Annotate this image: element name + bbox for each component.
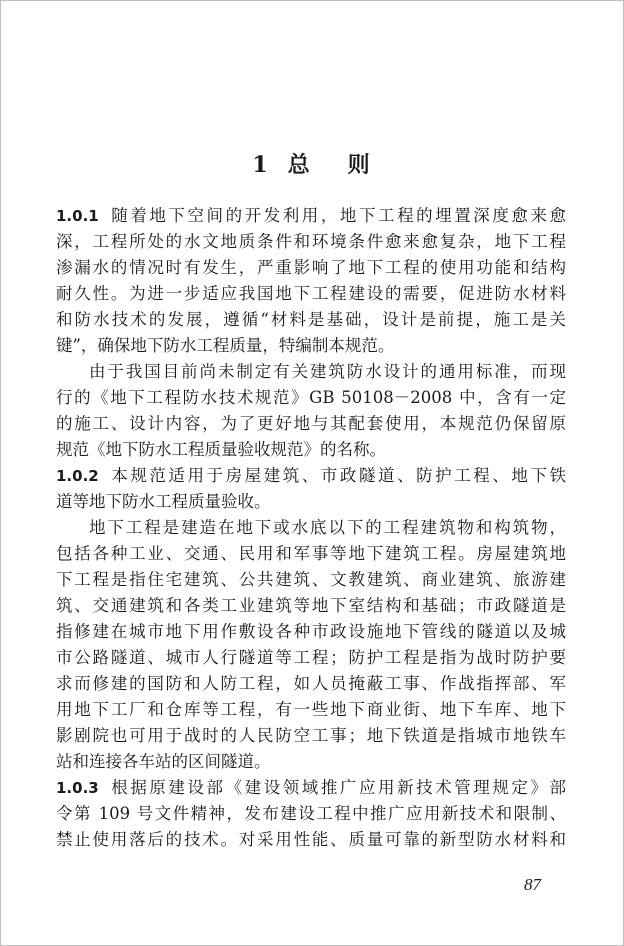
chapter-title-part2: 则 [347,152,372,178]
clause-text: 随着地下空间的开发利用，地下工程的埋置深度愈来愈 [108,206,566,225]
clause-2-note-line-6: 市公路隧道、城市人行隧道等工程；防护工程是指为战时防护要 [56,648,566,667]
clause-2-line-1 [56,463,566,489]
clause-2-note-line-9: 影剧院也可用于战时的人民防空工事；地下铁道是指城市地铁车 [56,726,566,745]
page-number: 87 [524,875,541,894]
clause-2-note-line-1: 地下工程是建造在地下或水底以下的工程建筑物和构筑物， [89,518,566,537]
clause-1-line-5: 和防水技术的发展，遵循“材料是基础，设计是前提，施工是关 [56,310,566,329]
clause-number: 1.0.2 [56,467,99,485]
clause-2-note-line-2: 包括各种工业、交通、民用和军事等地下建筑工程。房屋建筑地 [56,544,566,563]
clause-2-note-line-3: 下工程是指住宅建筑、公共建筑、文教建筑、商业建筑、旅游建 [56,570,566,589]
chapter-title [1,148,623,179]
chapter-number: 1 [252,152,270,178]
clause-1-line-1 [56,203,566,229]
body-text [56,203,566,853]
clause-2-note-line-8: 用地下工厂和仓库等工程，有一些地下商业街、地下车库、地下 [56,700,566,719]
clause-2-note-line-4: 筑、交通建筑和各类工业建筑等地下室结构和基础；市政隧道是 [56,596,566,615]
clause-3-line-3: 禁止使用落后的技术。对采用性能、质量可靠的新型防水材料和 [56,830,566,849]
clause-text: 根据原建设部《建设领域推广应用新技术管理规定》部 [108,778,566,797]
clause-2-line-2: 道等地下防水工程质量验收。 [56,492,271,511]
chapter-title-part1: 总 [287,152,312,178]
clause-1-line-3: 渗漏水的情况时有发生，严重影响了地下工程的使用功能和结构 [56,258,566,277]
clause-2-note-line-10: 站和连接各车站的区间隧道。 [56,752,271,771]
clause-number: 1.0.1 [56,207,99,225]
clause-2-note-line-5: 指修建在城市地下用作敷设各种市政设施地下管线的隧道以及城 [56,622,566,641]
clause-1-line-6: 键”，确保地下防水工程质量，特编制本规范。 [56,336,395,355]
clause-1-note-line-3: 的施工、设计内容，为了更好地与其配套使用，本规范仍保留原 [56,414,566,433]
clause-1-note-line-2: 行的《地下工程防水技术规范》GB 50108－2008 中，含有一定 [56,388,566,407]
clause-3-line-2: 令第 109 号文件精神，发布建设工程中推广应用新技术和限制、 [56,804,566,823]
clause-1-line-2: 深，工程所处的水文地质条件和环境条件愈来愈复杂，地下工程 [56,232,566,251]
clause-text: 本规范适用于房屋建筑、市政隧道、防护工程、地下铁 [108,466,566,485]
clause-1-note-line-4: 规范《地下防水工程质量验收规范》的名称。 [56,440,386,459]
clause-1-note-line-1: 由于我国目前尚未制定有关建筑防水设计的通用标准，而现 [89,362,566,381]
clause-2-note-line-7: 求而修建的国防和人防工程，如人员掩蔽工事、作战指挥部、军 [56,674,566,693]
clause-number: 1.0.3 [56,779,99,797]
clause-1-line-4: 耐久性。为进一步适应我国地下工程建设的需要，促进防水材料 [56,284,566,303]
clause-3-line-1 [56,775,566,801]
